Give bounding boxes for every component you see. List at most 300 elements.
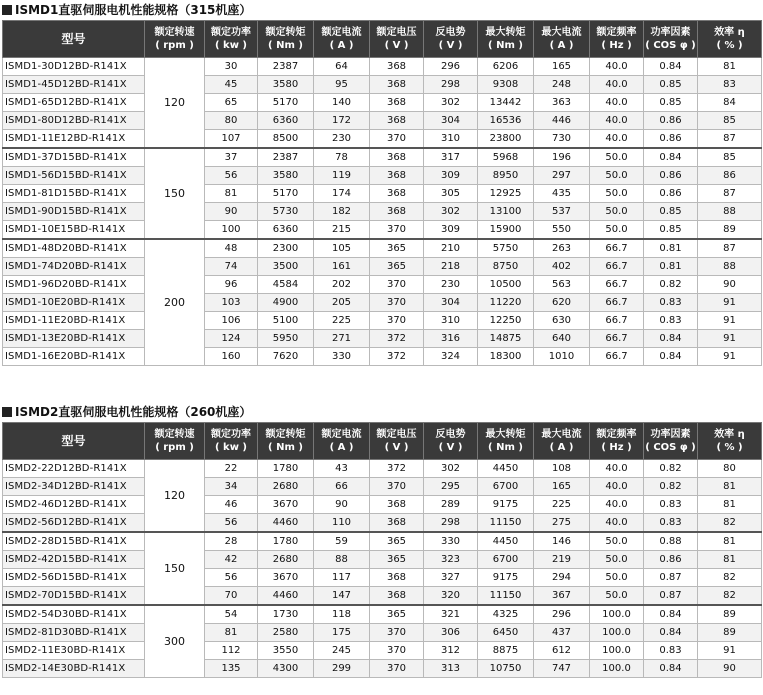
rated-voltage-cell: 368 [370,167,424,185]
rated-frequency-cell: 40.0 [590,112,644,130]
rated-current-cell: 330 [314,348,370,366]
rated-voltage-cell: 372 [370,330,424,348]
section-title [2,0,251,20]
rated-frequency-cell: 50.0 [590,167,644,185]
efficiency-cell: 89 [698,624,762,642]
table-row [3,258,762,276]
max-current-cell: 446 [534,112,590,130]
rated-power-cell: 45 [205,76,258,94]
model-cell: ISMD2-46D12BD-R141X [3,496,145,514]
rated-frequency-cell: 40.0 [590,130,644,149]
rated-current-cell: 140 [314,94,370,112]
table-row [3,76,762,94]
header-unit: ( V ) [438,442,463,453]
table-row [3,203,762,221]
header-label: 反电势 [435,27,466,38]
rated-frequency-cell: 100.0 [590,605,644,624]
efficiency-cell: 87 [698,185,762,203]
rated-voltage-cell: 372 [370,348,424,366]
rated-voltage-cell: 365 [370,532,424,551]
max-torque-cell: 4325 [478,605,534,624]
column-header-rated-current [314,21,370,58]
max-torque-cell: 5750 [478,239,534,258]
rated-power-cell: 124 [205,330,258,348]
rated-frequency-cell: 40.0 [590,460,644,478]
rated-voltage-cell: 365 [370,605,424,624]
max-current-cell: 630 [534,312,590,330]
model-cell: ISMD1-11E12BD-R141X [3,130,145,149]
max-torque-cell: 8950 [478,167,534,185]
header-label: 额定电流 [321,429,362,440]
max-current-cell: 248 [534,76,590,94]
model-cell: ISMD1-96D20BD-R141X [3,276,145,294]
max-torque-cell: 9308 [478,76,534,94]
efficiency-cell: 87 [698,130,762,149]
max-current-cell: 620 [534,294,590,312]
max-torque-cell: 12925 [478,185,534,203]
rated-current-cell: 147 [314,587,370,606]
rated-current-cell: 119 [314,167,370,185]
efficiency-cell: 84 [698,94,762,112]
efficiency-cell: 91 [698,348,762,366]
back-emf-cell: 316 [424,330,478,348]
section-title [2,402,251,422]
table-row [3,130,762,149]
back-emf-cell: 230 [424,276,478,294]
rated-power-cell: 106 [205,312,258,330]
rated-speed-cell: 120 [145,58,205,149]
model-cell: ISMD2-11E30BD-R141X [3,642,145,660]
back-emf-cell: 295 [424,478,478,496]
header-unit: ( A ) [549,40,574,51]
header-unit: ( V ) [384,442,409,453]
column-header-rated-frequency [590,21,644,58]
rated-torque-cell: 1780 [258,460,314,478]
back-emf-cell: 312 [424,642,478,660]
rated-torque-cell: 3580 [258,167,314,185]
header-unit: ( A ) [549,442,574,453]
rated-voltage-cell: 372 [370,460,424,478]
back-emf-cell: 321 [424,605,478,624]
rated-frequency-cell: 40.0 [590,478,644,496]
table-row [3,605,762,624]
rated-power-cell: 96 [205,276,258,294]
efficiency-cell: 82 [698,514,762,533]
rated-current-cell: 66 [314,478,370,496]
column-header-power-factor [644,21,698,58]
rated-torque-cell: 2300 [258,239,314,258]
header-label: 最大电流 [541,27,582,38]
column-header-power-factor [644,423,698,460]
max-current-cell: 219 [534,551,590,569]
table-row [3,624,762,642]
efficiency-cell: 89 [698,221,762,240]
rated-voltage-cell: 370 [370,130,424,149]
back-emf-cell: 306 [424,624,478,642]
model-cell: ISMD1-45D12BD-R141X [3,76,145,94]
model-cell: ISMD1-90D15BD-R141X [3,203,145,221]
max-current-cell: 435 [534,185,590,203]
max-torque-cell: 18300 [478,348,534,366]
table-row [3,348,762,366]
rated-torque-cell: 5950 [258,330,314,348]
model-cell: ISMD2-56D12BD-R141X [3,514,145,533]
header-unit: ( Hz ) [601,40,632,51]
header-label: 最大转矩 [485,429,526,440]
back-emf-cell: 210 [424,239,478,258]
max-current-cell: 537 [534,203,590,221]
back-emf-cell: 309 [424,221,478,240]
rated-power-cell: 107 [205,130,258,149]
rated-voltage-cell: 368 [370,94,424,112]
rated-voltage-cell: 370 [370,660,424,678]
rated-power-cell: 56 [205,569,258,587]
power-factor-cell: 0.83 [644,514,698,533]
model-cell: ISMD2-54D30BD-R141X [3,605,145,624]
max-current-cell: 275 [534,514,590,533]
max-torque-cell: 13100 [478,203,534,221]
column-header-rated-power [205,21,258,58]
max-torque-cell: 8750 [478,258,534,276]
back-emf-cell: 302 [424,203,478,221]
rated-voltage-cell: 365 [370,258,424,276]
max-torque-cell: 11220 [478,294,534,312]
back-emf-cell: 310 [424,130,478,149]
rated-speed-cell: 300 [145,605,205,678]
header-row [3,423,762,460]
rated-voltage-cell: 370 [370,478,424,496]
table-row [3,239,762,258]
rated-power-cell: 65 [205,94,258,112]
efficiency-cell: 81 [698,551,762,569]
power-factor-cell: 0.84 [644,660,698,678]
rated-torque-cell: 8500 [258,130,314,149]
model-cell: ISMD1-30D12BD-R141X [3,58,145,76]
header-row [3,21,762,58]
header-unit: ( A ) [329,40,354,51]
max-torque-cell: 13442 [478,94,534,112]
power-factor-cell: 0.85 [644,221,698,240]
rated-torque-cell: 4584 [258,276,314,294]
rated-power-cell: 46 [205,496,258,514]
header-unit: ( V ) [384,40,409,51]
power-factor-cell: 0.83 [644,294,698,312]
section-title-text: ISMD2直驱伺服电机性能规格（260机座） [15,405,252,419]
table-row [3,148,762,167]
rated-torque-cell: 1780 [258,532,314,551]
rated-current-cell: 174 [314,185,370,203]
efficiency-cell: 81 [698,478,762,496]
rated-voltage-cell: 370 [370,642,424,660]
column-header-rated-voltage [370,21,424,58]
rated-torque-cell: 7620 [258,348,314,366]
efficiency-cell: 82 [698,587,762,606]
header-label: 额定电压 [376,27,417,38]
rated-power-cell: 34 [205,478,258,496]
model-cell: ISMD2-14E30BD-R141X [3,660,145,678]
rated-current-cell: 117 [314,569,370,587]
efficiency-cell: 90 [698,276,762,294]
rated-frequency-cell: 66.7 [590,239,644,258]
rated-torque-cell: 1730 [258,605,314,624]
back-emf-cell: 323 [424,551,478,569]
max-current-cell: 296 [534,605,590,624]
back-emf-cell: 305 [424,185,478,203]
table-row [3,312,762,330]
power-factor-cell: 0.83 [644,642,698,660]
header-unit: ( Nm ) [268,40,303,51]
rated-current-cell: 299 [314,660,370,678]
header-label: 额定频率 [596,27,637,38]
max-current-cell: 730 [534,130,590,149]
back-emf-cell: 304 [424,294,478,312]
max-torque-cell: 14875 [478,330,534,348]
efficiency-cell: 88 [698,203,762,221]
efficiency-cell: 88 [698,258,762,276]
rated-voltage-cell: 370 [370,312,424,330]
rated-voltage-cell: 370 [370,276,424,294]
rated-power-cell: 42 [205,551,258,569]
rated-current-cell: 230 [314,130,370,149]
rated-voltage-cell: 368 [370,514,424,533]
table-row [3,532,762,551]
table-row [3,58,762,76]
rated-current-cell: 90 [314,496,370,514]
section-title-text: ISMD1直驱伺服电机性能规格（315机座） [15,3,252,17]
column-header-rated-torque [258,21,314,58]
rated-current-cell: 88 [314,551,370,569]
ismd1-spec-table [2,20,762,366]
rated-voltage-cell: 368 [370,496,424,514]
model-cell: ISMD1-37D15BD-R141X [3,148,145,167]
table-row [3,496,762,514]
rated-power-cell: 90 [205,203,258,221]
model-cell: ISMD1-13E20BD-R141X [3,330,145,348]
max-current-cell: 747 [534,660,590,678]
max-torque-cell: 16536 [478,112,534,130]
rated-current-cell: 225 [314,312,370,330]
rated-power-cell: 80 [205,112,258,130]
max-torque-cell: 10500 [478,276,534,294]
column-header-efficiency [698,423,762,460]
model-cell: ISMD1-16E20BD-R141X [3,348,145,366]
efficiency-cell: 85 [698,148,762,167]
square-bullet-icon [2,5,12,15]
rated-torque-cell: 2680 [258,478,314,496]
rated-current-cell: 172 [314,112,370,130]
rated-frequency-cell: 40.0 [590,58,644,76]
max-current-cell: 437 [534,624,590,642]
max-torque-cell: 9175 [478,569,534,587]
back-emf-cell: 330 [424,532,478,551]
rated-power-cell: 74 [205,258,258,276]
model-cell: ISMD2-81D30BD-R141X [3,624,145,642]
header-label: 额定转速 [154,27,195,38]
max-current-cell: 146 [534,532,590,551]
column-header-rated-speed [145,423,205,460]
power-factor-cell: 0.88 [644,532,698,551]
max-torque-cell: 6450 [478,624,534,642]
model-cell: ISMD2-22D12BD-R141X [3,460,145,478]
rated-frequency-cell: 100.0 [590,660,644,678]
rated-power-cell: 103 [205,294,258,312]
rated-current-cell: 64 [314,58,370,76]
power-factor-cell: 0.86 [644,112,698,130]
back-emf-cell: 298 [424,514,478,533]
power-factor-cell: 0.83 [644,312,698,330]
max-torque-cell: 4450 [478,532,534,551]
rated-voltage-cell: 368 [370,148,424,167]
rated-frequency-cell: 66.7 [590,276,644,294]
table-row [3,112,762,130]
header-label: 额定电压 [376,429,417,440]
back-emf-cell: 296 [424,58,478,76]
max-current-cell: 165 [534,58,590,76]
power-factor-cell: 0.87 [644,587,698,606]
rated-voltage-cell: 370 [370,294,424,312]
rated-current-cell: 205 [314,294,370,312]
max-torque-cell: 6700 [478,551,534,569]
rated-torque-cell: 5100 [258,312,314,330]
power-factor-cell: 0.85 [644,76,698,94]
rated-current-cell: 161 [314,258,370,276]
rated-frequency-cell: 66.7 [590,258,644,276]
rated-torque-cell: 2387 [258,58,314,76]
power-factor-cell: 0.82 [644,276,698,294]
rated-frequency-cell: 40.0 [590,496,644,514]
model-cell: ISMD2-28D15BD-R141X [3,532,145,551]
rated-frequency-cell: 40.0 [590,514,644,533]
rated-frequency-cell: 66.7 [590,330,644,348]
table-row [3,514,762,533]
header-unit: ( Nm ) [488,442,523,453]
power-factor-cell: 0.84 [644,605,698,624]
rated-torque-cell: 4460 [258,587,314,606]
model-cell: ISMD1-74D20BD-R141X [3,258,145,276]
rated-power-cell: 81 [205,185,258,203]
table-row [3,551,762,569]
max-current-cell: 640 [534,330,590,348]
rated-power-cell: 30 [205,58,258,76]
rated-voltage-cell: 368 [370,76,424,94]
rated-torque-cell: 4900 [258,294,314,312]
rated-frequency-cell: 50.0 [590,587,644,606]
header-unit: ( COS φ ) [645,40,696,51]
header-unit: ( V ) [438,40,463,51]
column-header-rated-frequency [590,423,644,460]
rated-power-cell: 37 [205,148,258,167]
header-label: 功率因素 [650,429,691,440]
back-emf-cell: 218 [424,258,478,276]
rated-current-cell: 105 [314,239,370,258]
max-current-cell: 225 [534,496,590,514]
header-unit: ( kw ) [215,442,247,453]
model-cell: ISMD1-65D12BD-R141X [3,94,145,112]
header-label: 额定转速 [154,429,195,440]
rated-frequency-cell: 50.0 [590,185,644,203]
column-header-max-current [534,423,590,460]
max-current-cell: 402 [534,258,590,276]
ismd2-spec-table [2,422,762,678]
column-header-rated-current [314,423,370,460]
table-row [3,276,762,294]
rated-power-cell: 81 [205,624,258,642]
table-row [3,660,762,678]
power-factor-cell: 0.84 [644,330,698,348]
rated-torque-cell: 5170 [258,185,314,203]
efficiency-cell: 82 [698,569,762,587]
column-header-back-emf [424,21,478,58]
power-factor-cell: 0.87 [644,569,698,587]
power-factor-cell: 0.86 [644,185,698,203]
rated-frequency-cell: 50.0 [590,532,644,551]
table-row [3,94,762,112]
table-row [3,569,762,587]
rated-frequency-cell: 50.0 [590,221,644,240]
power-factor-cell: 0.84 [644,624,698,642]
rated-speed-cell: 120 [145,460,205,533]
power-factor-cell: 0.84 [644,348,698,366]
header-label: 额定频率 [596,429,637,440]
efficiency-cell: 89 [698,605,762,624]
back-emf-cell: 327 [424,569,478,587]
power-factor-cell: 0.84 [644,58,698,76]
rated-frequency-cell: 50.0 [590,148,644,167]
efficiency-cell: 80 [698,460,762,478]
rated-current-cell: 59 [314,532,370,551]
max-torque-cell: 11150 [478,514,534,533]
efficiency-cell: 91 [698,312,762,330]
max-current-cell: 367 [534,587,590,606]
power-factor-cell: 0.83 [644,496,698,514]
power-factor-cell: 0.86 [644,167,698,185]
max-torque-cell: 12250 [478,312,534,330]
rated-torque-cell: 2580 [258,624,314,642]
rated-voltage-cell: 370 [370,624,424,642]
efficiency-cell: 81 [698,532,762,551]
efficiency-cell: 86 [698,167,762,185]
rated-power-cell: 48 [205,239,258,258]
power-factor-cell: 0.81 [644,239,698,258]
model-cell: ISMD2-56D15BD-R141X [3,569,145,587]
max-current-cell: 294 [534,569,590,587]
table-row [3,460,762,478]
back-emf-cell: 289 [424,496,478,514]
header-unit: ( Hz ) [601,442,632,453]
column-header-max-current [534,21,590,58]
max-current-cell: 612 [534,642,590,660]
header-label: 效率 η [714,27,745,38]
column-header-max-torque [478,423,534,460]
back-emf-cell: 302 [424,94,478,112]
rated-speed-cell: 150 [145,532,205,605]
rated-torque-cell: 2387 [258,148,314,167]
model-cell: ISMD2-70D15BD-R141X [3,587,145,606]
rated-voltage-cell: 368 [370,58,424,76]
rated-power-cell: 56 [205,167,258,185]
back-emf-cell: 302 [424,460,478,478]
model-cell: ISMD1-10E15BD-R141X [3,221,145,240]
rated-voltage-cell: 368 [370,112,424,130]
table-row [3,642,762,660]
power-factor-cell: 0.85 [644,94,698,112]
back-emf-cell: 309 [424,167,478,185]
back-emf-cell: 320 [424,587,478,606]
rated-voltage-cell: 368 [370,569,424,587]
rated-frequency-cell: 50.0 [590,569,644,587]
header-label: 额定转矩 [265,429,306,440]
model-cell: ISMD1-11E20BD-R141X [3,312,145,330]
